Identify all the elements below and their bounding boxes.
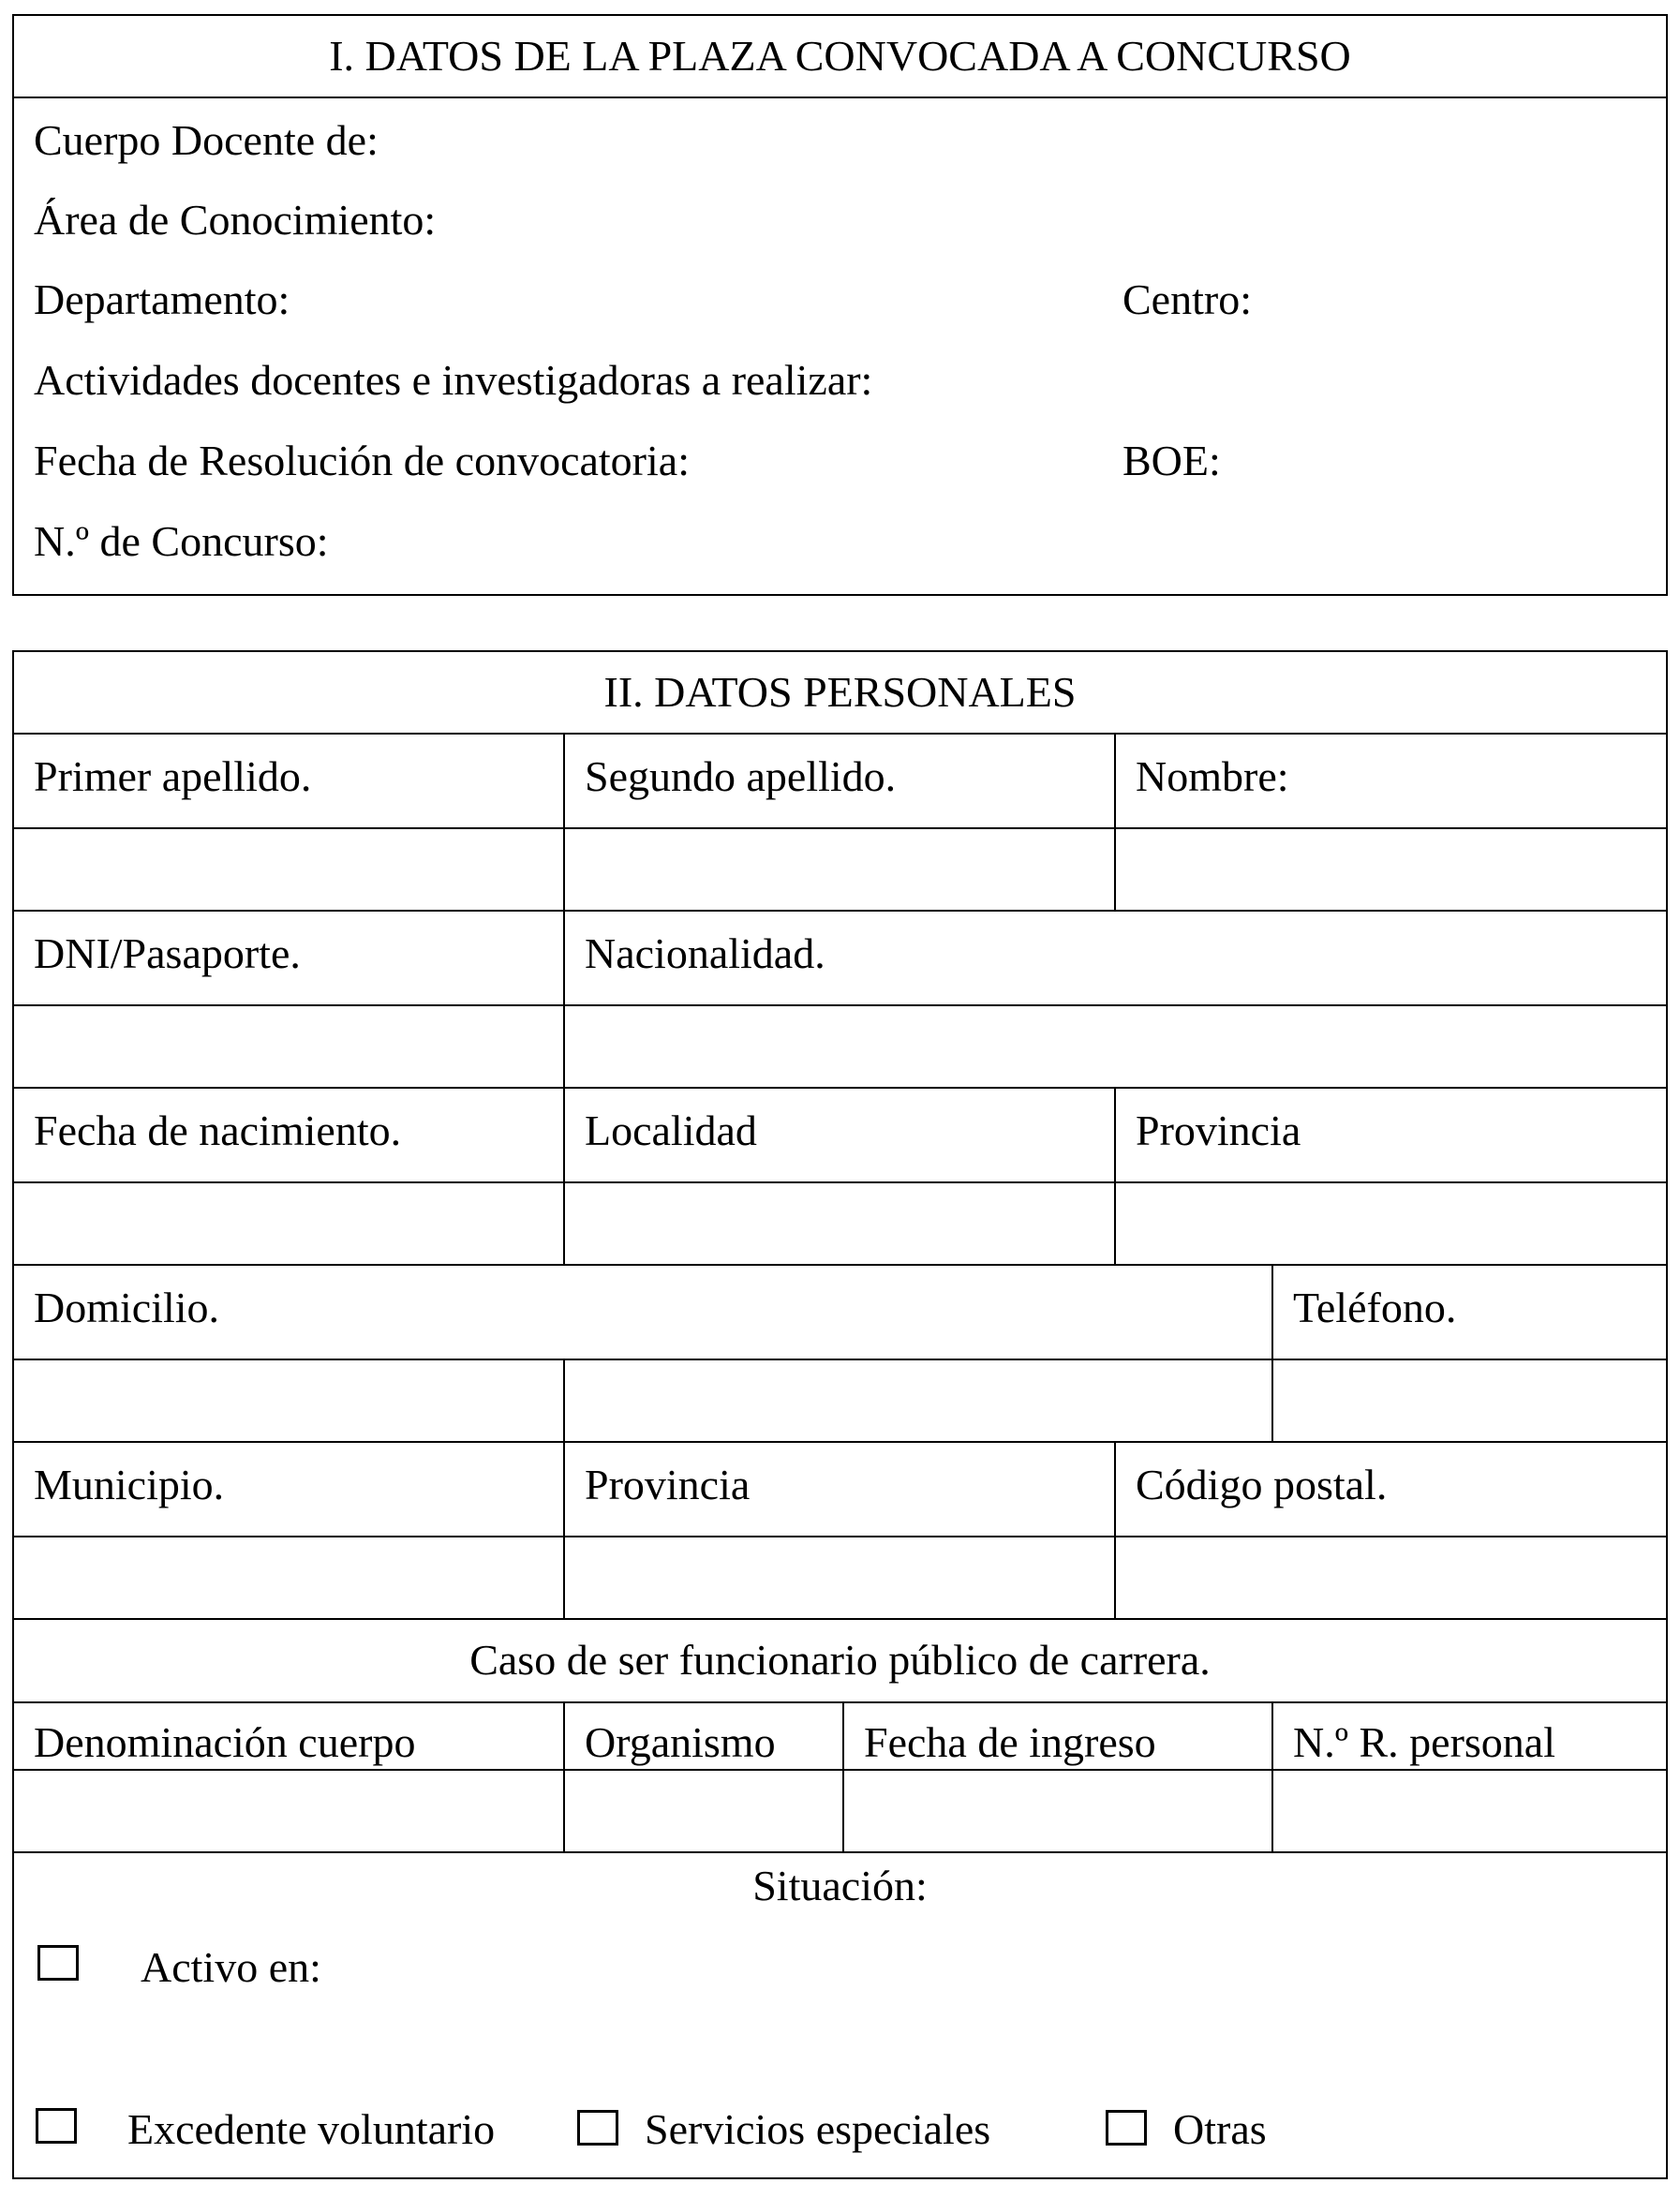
municipio-label: Municipio. [34,1461,225,1508]
section1-title: I. DATOS DE LA PLAZA CONVOCADA A CONCURSO [329,32,1351,80]
excedente-checkbox[interactable] [36,2108,77,2144]
fecha-resolucion-label: Fecha de Resolución de convocatoria: [34,437,690,484]
provincia-domicilio-label: Provincia [585,1461,751,1508]
fecha-ingreso-label: Fecha de ingreso [864,1718,1156,1766]
numero-concurso-label: N.º de Concurso: [34,517,329,565]
situacion-label: Situación: [752,1862,928,1909]
localidad-field[interactable] [565,1183,1113,1263]
otras-label: Otras [1173,2105,1267,2153]
nacionalidad-label: Nacionalidad. [585,929,825,977]
funcionario-header: Caso de ser funcionario público de carrera. [469,1636,1211,1684]
actividades-label: Actividades docentes e investigadoras a realizar: [34,356,873,404]
fecha-nacimiento-field[interactable] [14,1183,562,1263]
provincia-nacimiento-field[interactable] [1116,1183,1666,1263]
fecha-ingreso-field[interactable] [844,1771,1271,1850]
organismo-label: Organismo [585,1718,776,1766]
dni-label: DNI/Pasaporte. [34,929,301,977]
servicios-checkbox[interactable] [577,2110,618,2146]
area-conocimiento-label: Área de Conocimiento: [34,196,437,244]
section1-title-divider [12,97,1668,98]
denominacion-field[interactable] [14,1771,562,1850]
primer-apellido-field[interactable] [14,829,562,909]
primer-apellido-label: Primer apellido. [34,752,312,800]
telefono-label: Teléfono. [1293,1284,1457,1331]
cuerpo-docente-label: Cuerpo Docente de: [34,116,379,164]
nombre-label: Nombre: [1136,752,1289,800]
activo-label: Activo en: [141,1943,321,1991]
nacionalidad-field[interactable] [565,1006,1666,1086]
provincia-domicilio-field[interactable] [565,1537,1113,1617]
fecha-nacimiento-label: Fecha de nacimiento. [34,1106,402,1154]
activo-checkbox[interactable] [37,1945,79,1981]
departamento-label: Departamento: [34,275,290,323]
centro-label: Centro: [1122,275,1252,323]
boe-label: BOE: [1122,437,1221,484]
codigo-postal-label: Código postal. [1136,1461,1388,1508]
nombre-field[interactable] [1116,829,1666,909]
excedente-label: Excedente voluntario [127,2105,496,2153]
servicios-label: Servicios especiales [645,2105,991,2153]
telefono-field[interactable] [1273,1360,1666,1440]
nrp-field[interactable] [1273,1771,1666,1850]
segundo-apellido-label: Segundo apellido. [585,752,897,800]
domicilio-label: Domicilio. [34,1284,220,1331]
dni-field[interactable] [14,1006,562,1086]
provincia-nacimiento-label: Provincia [1136,1106,1301,1154]
organismo-field[interactable] [565,1771,841,1850]
segundo-apellido-field[interactable] [565,829,1113,909]
nrp-label: N.º R. personal [1293,1718,1555,1766]
otras-checkbox[interactable] [1106,2110,1147,2146]
domicilio-field[interactable] [14,1360,1271,1440]
municipio-field[interactable] [14,1537,562,1617]
codigo-postal-field[interactable] [1116,1537,1666,1617]
section2-title: II. DATOS PERSONALES [603,668,1077,716]
localidad-label: Localidad [585,1106,757,1154]
denominacion-label: Denominación cuerpo [34,1718,416,1766]
